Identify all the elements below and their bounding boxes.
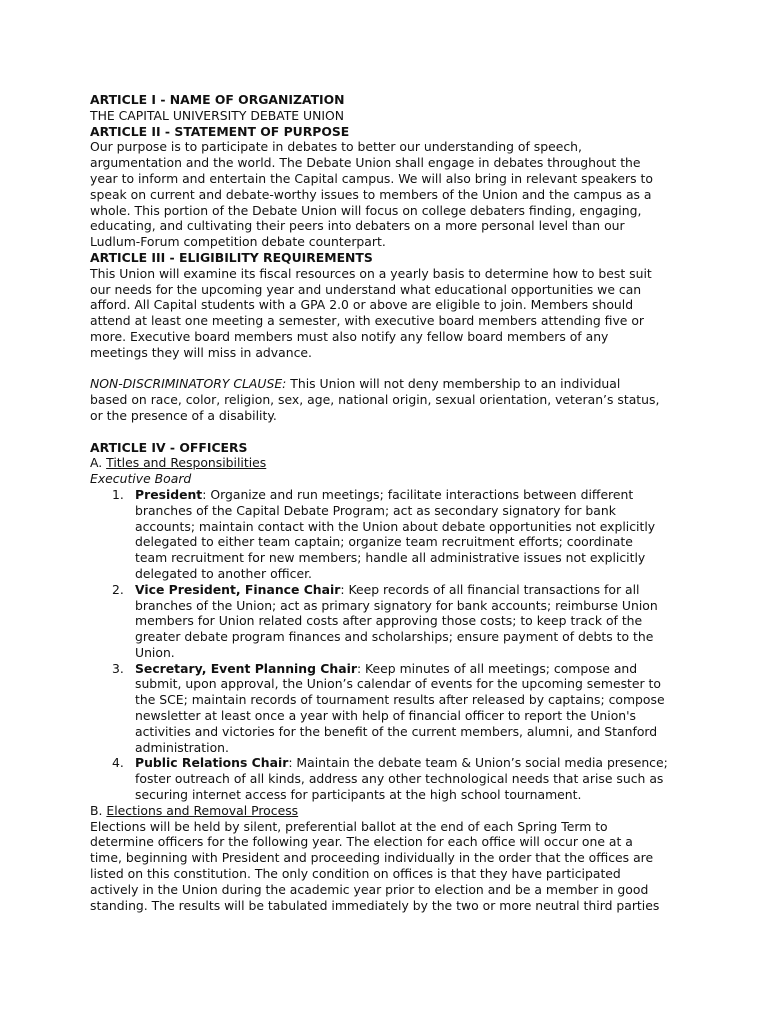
- list-number: 4.: [112, 755, 124, 771]
- paragraph-line: Ludlum-Forum competition debate counterpart.: [90, 234, 386, 250]
- paragraph-line: our needs for the upcoming year and understand what educational opportunities we can: [90, 281, 642, 297]
- officer-title: President: [135, 486, 203, 502]
- officer-item-vice-president: [90, 582, 680, 661]
- article-2-body: [90, 139, 680, 250]
- section-a-title: Titles and Responsibilities: [106, 455, 267, 471]
- article-4-heading: ARTICLE IV - OFFICERS: [90, 439, 248, 455]
- paragraph-line: educating, and cultivating their peers into debaters on a more personal level than our: [90, 218, 625, 234]
- organization-name: THE CAPITAL UNIVERSITY DEBATE UNION: [90, 107, 345, 123]
- paragraph-line: meetings they will miss in advance.: [90, 344, 312, 360]
- officer-item-public-relations: [90, 755, 680, 802]
- officer-line: branches of the Capital Debate Program; act as secondary signatory for bank: [135, 502, 616, 518]
- officer-first-line: [135, 661, 680, 677]
- paragraph-line: based on race, color, religion, sex, age, national origin, sexual orientation, veteran’s status,: [90, 392, 660, 408]
- paragraph-line: Elections will be held by silent, preferential ballot at the end of each Spring Term to: [90, 818, 608, 834]
- paragraph-line: Our purpose is to participate in debates to better our understanding of speech,: [90, 139, 582, 155]
- officer-line: securing internet access for participants at the high school tournament.: [135, 787, 582, 803]
- paragraph-line: more. Executive board members must also notify any fellow board members of any: [90, 328, 609, 344]
- officer-line: delegated to either team captain; organize team recruitment efforts; coordinate: [135, 534, 633, 550]
- officer-line: branches of the Union; act as primary signatory for bank accounts; reimburse Union: [135, 597, 658, 613]
- paragraph-line: time, beginning with President and proceeding individually in the order that the offices are: [90, 850, 654, 866]
- clause-text: This Union will not deny membership to an individual: [286, 376, 621, 392]
- paragraph-spacer: [90, 361, 680, 377]
- officer-line: members for Union related costs after approving those costs; to keep track of the: [135, 613, 643, 629]
- officer-title: Public Relations Chair: [135, 755, 289, 771]
- section-b-prefix: B.: [90, 802, 107, 818]
- article-1-heading: ARTICLE I - NAME OF ORGANIZATION: [90, 92, 345, 107]
- officer-line: administration.: [135, 739, 229, 755]
- article-2-heading: ARTICLE II - STATEMENT OF PURPOSE: [90, 123, 350, 139]
- paragraph-line: standing. The results will be tabulated immediately by the two or more neutral third parties: [90, 897, 660, 913]
- clause-label: NON-DISCRIMINATORY CLAUSE:: [90, 376, 287, 392]
- executive-board-subheading: Executive Board: [90, 471, 192, 487]
- paragraph-line: attend at least one meeting a semester, with executive board members attending five or: [90, 313, 645, 329]
- article-3-heading: ARTICLE III - ELIGIBILITY REQUIREMENTS: [90, 249, 373, 265]
- officer-first-line: [135, 487, 680, 503]
- paragraph-line: argumentation and the world. The Debate Union shall engage in debates throughout the: [90, 155, 641, 171]
- paragraph-line: or the presence of a disability.: [90, 407, 277, 423]
- officer-line: newsletter at least once a year with help of financial officer to report the Union's: [135, 708, 637, 724]
- paragraph-line: whole. This portion of the Debate Union will focus on college debaters finding, engaging,: [90, 202, 642, 218]
- clause-first-line: [90, 376, 680, 392]
- constitution-document: [90, 92, 680, 913]
- officer-item-president: [90, 487, 680, 582]
- officer-line: delegated to another officer.: [135, 565, 312, 581]
- paragraph-line: year to inform and entertain the Capital campus. We will also bring in relevant speakers to: [90, 170, 653, 186]
- officer-line: accounts; maintain contact with the Union about debate opportunities not explicitly: [135, 518, 656, 534]
- list-number: 3.: [112, 660, 124, 676]
- paragraph-line: determine officers for the following year. The election for each office will occur one at a: [90, 834, 633, 850]
- list-number: 2.: [112, 581, 124, 597]
- officer-list: [90, 487, 680, 803]
- section-b-title: Elections and Removal Process: [106, 802, 299, 818]
- paragraph-line: speak on current and debate-worthy issues to members of the Union and the campus as a: [90, 186, 652, 202]
- article-3-body: [90, 266, 680, 361]
- officer-line: foster outreach of all kinds, address any other technological needs that arise such as: [135, 771, 664, 787]
- officer-description: : Keep minutes of all meetings; compose and: [356, 660, 638, 676]
- paragraph-line: listed on this constitution. The only condition on offices is that they have participated: [90, 866, 621, 882]
- officer-line: greater debate program finances and scholarships; ensure payment of debts to the: [135, 629, 654, 645]
- officer-title: Secretary, Event Planning Chair: [135, 660, 357, 676]
- section-b-body: [90, 819, 680, 914]
- officer-line: the SCE; maintain records of tournament results after released by captains; compose: [135, 692, 665, 708]
- officer-line: activities and victories for the benefit of the current members, alumni, and Stanford: [135, 723, 658, 739]
- section-a-prefix: A.: [90, 455, 107, 471]
- paragraph-spacer: [90, 424, 680, 440]
- paragraph-line: actively in the Union during the academic year prior to election and be a member in good: [90, 881, 649, 897]
- officer-first-line: [135, 755, 680, 771]
- officer-description: : Organize and run meetings; facilitate interactions between different: [202, 486, 634, 502]
- officer-first-line: [135, 582, 680, 598]
- officer-line: submit, upon approval, the Union’s calendar of events for the upcoming semester to: [135, 676, 661, 692]
- officer-line: Union.: [135, 644, 175, 660]
- officer-item-secretary: [90, 661, 680, 756]
- section-b-heading: [90, 803, 680, 819]
- officer-line: team recruitment for new members; handle all administrative issues not explicitly: [135, 550, 646, 566]
- officer-title: Vice President, Finance Chair: [135, 581, 341, 597]
- section-a-heading: [90, 455, 680, 471]
- list-number: 1.: [112, 486, 124, 502]
- paragraph-line: afford. All Capital students with a GPA 2.0 or above are eligible to join. Members should: [90, 297, 634, 313]
- non-discriminatory-clause: [90, 376, 680, 423]
- officer-description: : Keep records of all financial transactions for all: [340, 581, 640, 597]
- officer-description: : Maintain the debate team & Union’s social media presence;: [288, 755, 668, 771]
- paragraph-line: This Union will examine its fiscal resources on a yearly basis to determine how to best suit: [90, 265, 652, 281]
